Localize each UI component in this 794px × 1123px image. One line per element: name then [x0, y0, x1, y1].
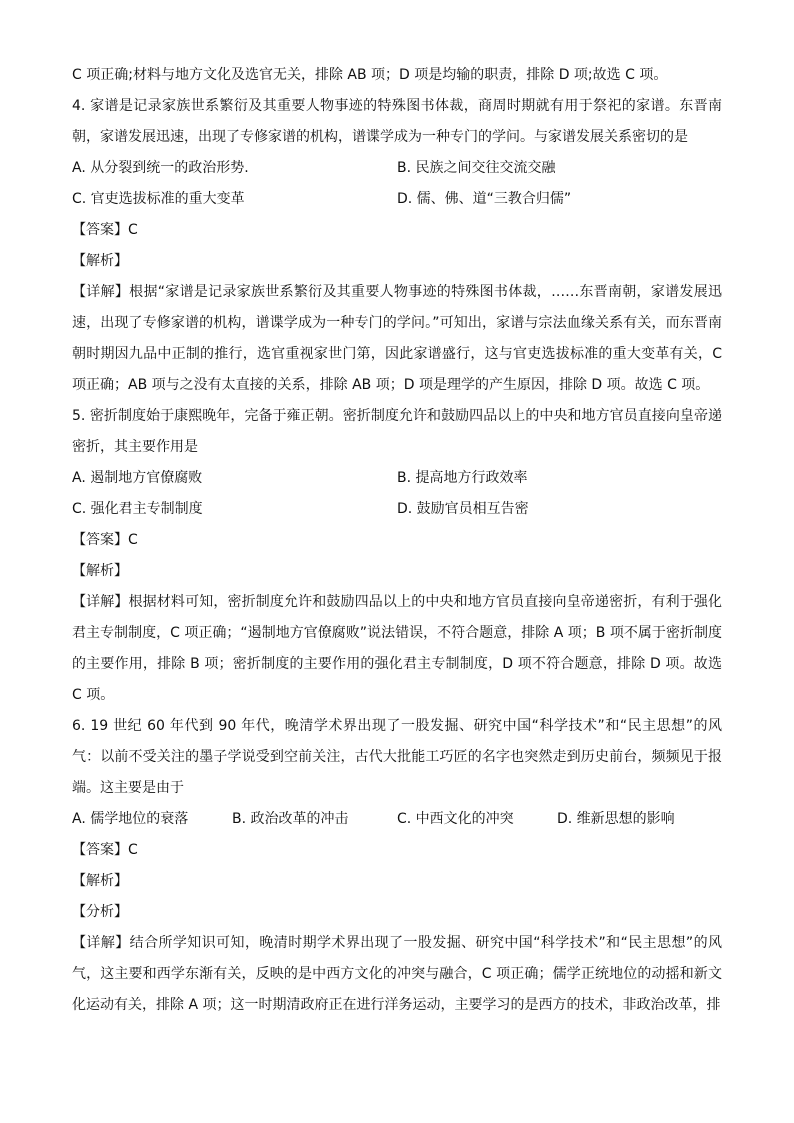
- q4-detail: 【详解】根据“家谱是记录家族世系繁衍及其重要人物事迹的特殊图书体裁，……东晋南朝，家谱发展迅速，出现了专修家谱的机构，谱谍学成为一种专门的学问。”可知出，家谱与宗法血缘关系有关，而东晋南朝时期因九品中正制的推行，选官重视家世门第，因此家谱盛行，这与官吏选拔标准的重大变革有关，C 项正确；AB 项与之没有太直接的关系，排除 AB 项；D 项是理学的产生原因，排除 D 项。故选 C 项。: [72, 284, 722, 393]
- q5-option-c: C. 强化君主专制制度: [72, 501, 203, 517]
- q5-option-d: D. 鼓励官员相互告密: [397, 501, 529, 517]
- q6-stem: 6. 19 世纪 60 年代到 90 年代，晚清学术界出现了一股发掘、研究中国“科学技术”和“民主思想”的风气：以前不受关注的墨子学说受到空前关注，古代大批能工巧匠的名字也突然走到历史前台，频频见于报端。这主要是由于: [72, 718, 722, 796]
- q4-option-c: C. 官吏选拔标准的重大变革: [72, 191, 245, 207]
- q5-stem: 5. 密折制度始于康熙晚年，完备于雍正朝。密折制度允许和鼓励四品以上的中央和地方官员直接向皇帝递密折，其主要作用是: [72, 408, 722, 455]
- q4-option-d: D. 儒、佛、道“三教合归儒”: [397, 191, 572, 207]
- q3-explanation-tail: C 项正确;材料与地方文化及选官无关，排除 AB 项；D 项是均输的职责，排除 D 项;故选 C 项。: [72, 67, 668, 83]
- q6-option-d: D. 维新思想的影响: [557, 811, 675, 827]
- q6-answer: 【答案】C: [72, 842, 138, 858]
- q5-detail: 【详解】根据材料可知，密折制度允许和鼓励四品以上的中央和地方官员直接向皇帝递密折，有利于强化君主专制制度，C 项正确；“遏制地方官僚腐败”说法错误，不符合题意，排除 A 项；B 项不属于密折制度的主要作用，排除 B 项；密折制度的主要作用的强化君主专制制度，D 项不符合题意，排除 D 项。故选 C 项。: [72, 594, 722, 703]
- q4-answer: 【答案】C: [72, 222, 138, 238]
- q6-option-c: C. 中西文化的冲突: [397, 811, 514, 827]
- q5-option-b: B. 提高地方行政效率: [397, 470, 528, 486]
- q5-analysis-label: 【解析】: [72, 563, 128, 579]
- q6-options-row: [72, 804, 722, 835]
- q6-analysis-label: 【解析】: [72, 873, 128, 889]
- q4-option-b: B. 民族之间交往交流交融: [397, 160, 556, 176]
- q6-option-a: A. 儒学地位的衰落: [72, 811, 189, 827]
- q6-fenxi-label: 【分析】: [72, 904, 128, 920]
- q5-options-row-1: [72, 463, 722, 494]
- q4-options-row-2: [72, 184, 722, 215]
- q5-option-a: A. 遏制地方官僚腐败: [72, 470, 203, 486]
- q5-answer: 【答案】C: [72, 532, 138, 548]
- q4-stem: 4. 家谱是记录家族世系繁衍及其重要人物事迹的特殊图书体裁，商周时期就有用于祭祀的家谱。东晋南朝，家谱发展迅速，出现了专修家谱的机构，谱谍学成为一种专门的学问。与家谱发展关系密切的是: [72, 98, 722, 145]
- q4-options-row-1: [72, 153, 722, 184]
- document-page: [72, 60, 722, 1021]
- q4-analysis-label: 【解析】: [72, 253, 128, 269]
- q6-option-b: B. 政治改革的冲击: [232, 811, 349, 827]
- q6-detail: 【详解】结合所学知识可知，晚清时期学术界出现了一股发掘、研究中国“科学技术”和“民主思想”的风气，这主要和西学东渐有关，反映的是中西方文化的冲突与融合，C 项正确；儒学正统地位的动摇和新文化运动有关，排除 A 项；这一时期清政府正在进行洋务运动，主要学习的是西方的技术，非政治改革，排: [72, 935, 722, 1013]
- q5-options-row-2: [72, 494, 722, 525]
- q4-option-a: A. 从分裂到统一的政治形势.: [72, 160, 249, 176]
